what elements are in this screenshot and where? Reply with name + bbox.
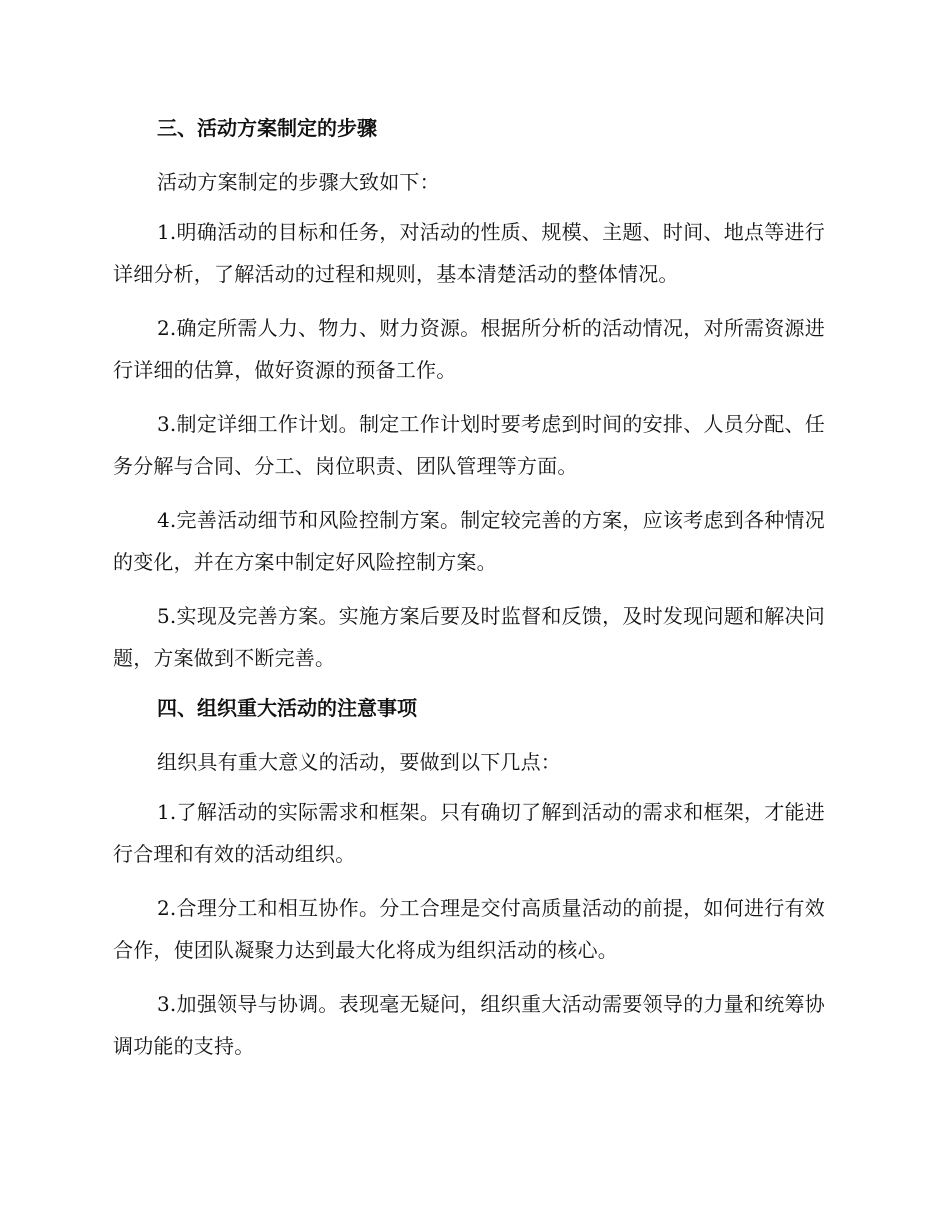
- document-body: [113, 111, 825, 1079]
- list-item: 3.加强领导与协调。表现毫无疑问，组织重大活动需要领导的力量和统筹协调功能的支持。: [113, 992, 825, 1058]
- list-item: 1.了解活动的实际需求和框架。只有确切了解到活动的需求和框架，才能进行合理和有效的活动组织。: [113, 800, 825, 866]
- list-item: 4.完善活动细节和风险控制方案。制定较完善的方案，应该考虑到各种情况的变化，并在方案中制定好风险控制方案。: [113, 508, 825, 574]
- list-item: 2.合理分工和相互协作。分工合理是交付高质量活动的前提，如何进行有效合作，使团队凝聚力达到最大化将成为组织活动的核心。: [113, 896, 825, 962]
- list-item: 2.确定所需人力、物力、财力资源。根据所分析的活动情况，对所需资源进行详细的估算，做好资源的预备工作。: [113, 316, 825, 382]
- section-intro-steps: 活动方案制定的步骤大致如下：: [157, 170, 440, 194]
- list-item: 5.实现及完善方案。实施方案后要及时监督和反馈，及时发现问题和解决问题，方案做到不断完善。: [113, 604, 825, 670]
- section-heading-notes: 四、组织重大活动的注意事项: [157, 696, 417, 720]
- list-item: 1.明确活动的目标和任务，对活动的性质、规模、主题、时间、地点等进行详细分析，了解活动的过程和规则，基本清楚活动的整体情况。: [113, 220, 825, 286]
- section-intro-notes: 组织具有重大意义的活动，要做到以下几点：: [157, 750, 561, 774]
- section-heading-steps: 三、活动方案制定的步骤: [157, 116, 377, 140]
- list-item: 3.制定详细工作计划。制定工作计划时要考虑到时间的安排、人员分配、任务分解与合同、分工、岗位职责、团队管理等方面。: [113, 412, 825, 478]
